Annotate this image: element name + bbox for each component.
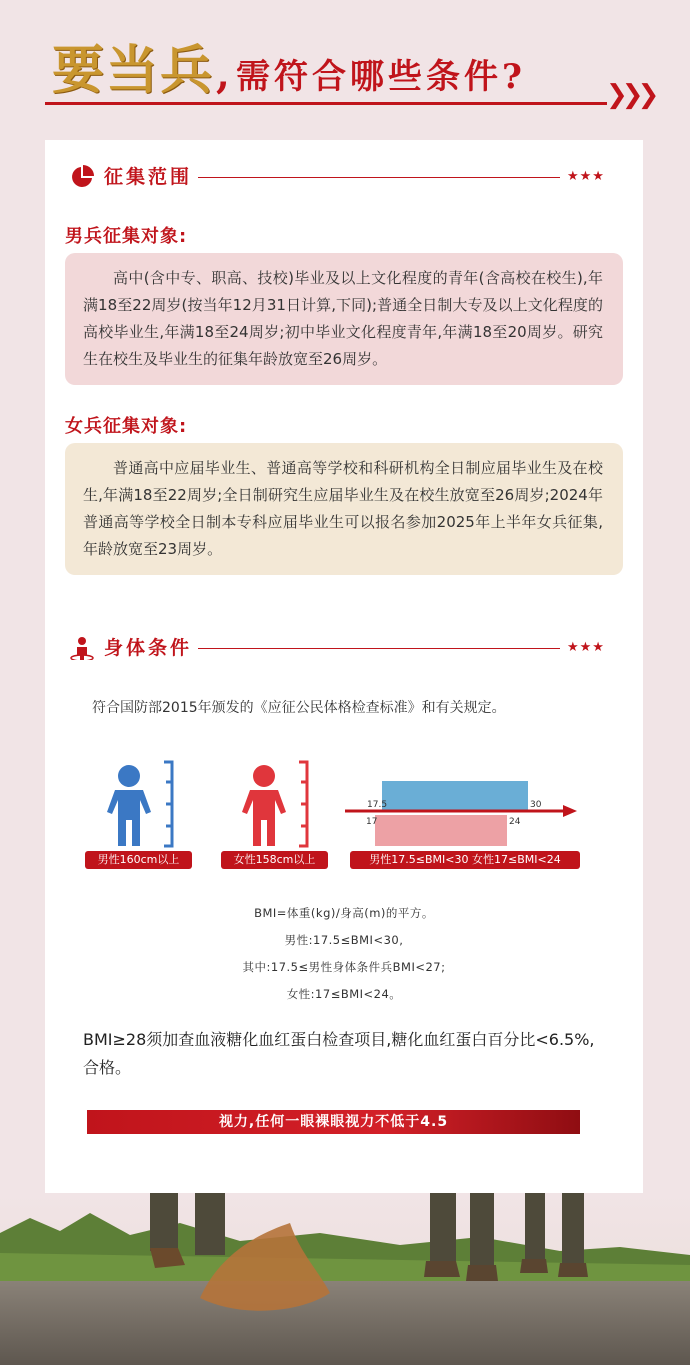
male-special-bmi-rule: 其中:17.5≤男性身体条件兵BMI<27; bbox=[242, 960, 446, 974]
page-title bbox=[52, 28, 526, 103]
female-recruit-label: 女兵征集对象: bbox=[65, 416, 188, 437]
section-divider bbox=[198, 177, 560, 178]
star-icon: ★★★ bbox=[567, 640, 605, 655]
male-bmi-high: 30 bbox=[530, 800, 542, 810]
title-sub: 需符合哪些条件? bbox=[235, 57, 526, 97]
star-icon: ★★★ bbox=[567, 169, 605, 184]
vision-requirement: 视力,任何一眼裸眼视力不低于4.5 bbox=[87, 1110, 580, 1134]
male-recruit-label: 男兵征集对象: bbox=[65, 226, 188, 247]
female-bmi-rule: 女性:17≤BMI<24。 bbox=[286, 987, 402, 1001]
bmi-formula: BMI=体重(kg)/身高(m)的平方。 bbox=[254, 906, 434, 920]
female-height-badge: 女性158cm以上 bbox=[221, 851, 328, 869]
male-bmi-low: 17.5 bbox=[367, 800, 388, 810]
pie-chart-icon bbox=[70, 165, 94, 189]
male-height-badge: 男性160cm以上 bbox=[85, 851, 192, 869]
header-underline bbox=[45, 102, 607, 105]
section-divider bbox=[198, 648, 560, 649]
section-title: 征集范围 bbox=[104, 166, 193, 188]
female-bmi-high: 24 bbox=[509, 817, 521, 827]
female-bmi-bar bbox=[375, 815, 507, 846]
title-comma: , bbox=[216, 51, 230, 98]
standard-intro: 符合国防部2015年颁发的《应征公民体格检查标准》和有关规定。 bbox=[92, 700, 506, 716]
male-recruit-text: 高中(含中专、职高、技校)毕业及以上文化程度的青年(含高校在校生),年满18至22周岁(按当年12月31日计算,下同);普通全日制大专及以上文化程度的高校毕业生,年满18至24周岁;初中毕业文化程度青年,年满18至20周岁。研究生在校生及毕业生的征集年龄放宽至26周岁。 bbox=[65, 253, 623, 385]
female-figure-icon bbox=[237, 760, 312, 848]
female-recruit-text: 普通高中应届毕业生、普通高等学校和科研机构全日制应届毕业生及在校生,年满18至22周岁;全日制研究生应届毕业生及在校生放宽至26周岁;2024年普通高等学校全日制本专科应届毕业生可以报名参加2025年上半年女兵征集,年龄放宽至23周岁。 bbox=[65, 443, 623, 575]
section-title: 身体条件 bbox=[104, 637, 193, 659]
person-icon bbox=[70, 636, 94, 660]
male-figure-icon bbox=[102, 760, 177, 848]
soldiers-training-photo bbox=[0, 1193, 690, 1365]
bmi-note: BMI≥28须加查血液糖化血红蛋白检查项目,糖化血红蛋白百分比<6.5%,合格。 bbox=[83, 1030, 595, 1077]
male-bmi-rule: 男性:17.5≤BMI<30, bbox=[284, 933, 404, 947]
section-header-physical bbox=[70, 634, 630, 664]
bmi-range-badge: 男性17.5≤BMI<30 女性17≤BMI<24 bbox=[350, 851, 580, 869]
title-main: 要当兵 bbox=[52, 40, 215, 101]
section-header-scope bbox=[70, 163, 630, 193]
chevron-right-icon: ❯❯❯ bbox=[606, 80, 654, 110]
content-card bbox=[45, 140, 643, 1193]
page-header bbox=[0, 0, 690, 120]
female-bmi-low: 17 bbox=[366, 817, 378, 827]
